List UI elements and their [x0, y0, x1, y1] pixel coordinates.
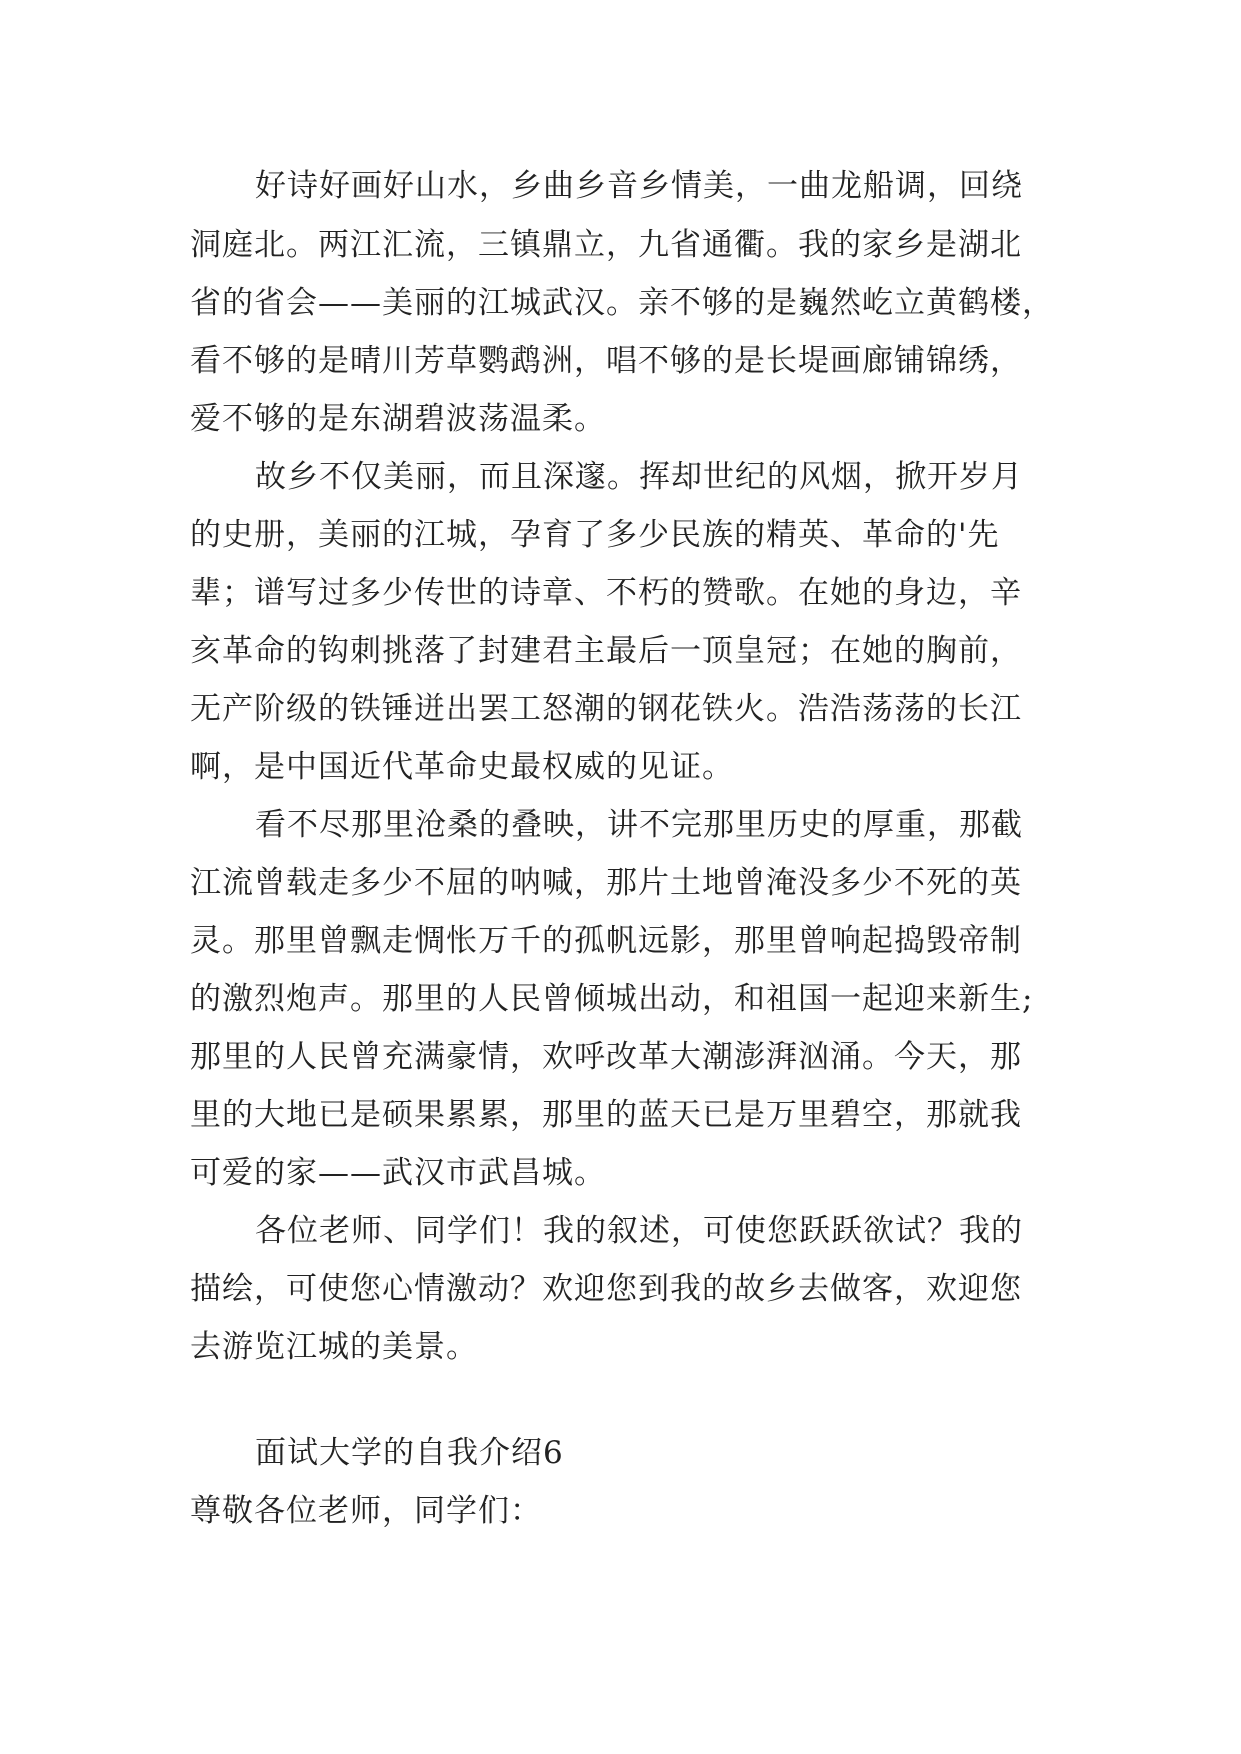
text-line: 去游览江城的美景。 [190, 1329, 478, 1365]
text-line: 看不尽那里沧桑的叠映，讲不完那里历史的厚重，那截 [255, 807, 1023, 843]
text-line: 里的大地已是硕果累累，那里的蓝天已是万里碧空，那就我 [190, 1097, 1022, 1133]
text-line: 亥革命的钩刺挑落了封建君主最后一顶皇冠；在她的胸前， [190, 633, 1022, 669]
text-line: 江流曾载走多少不屈的呐喊，那片土地曾淹没多少不死的英 [190, 865, 1022, 901]
text-line: 看不够的是晴川芳草鹦鹉洲，唱不够的是长堤画廊铺锦绣， [190, 343, 1022, 379]
text-line: 那里的人民曾充满豪情，欢呼改革大潮澎湃汹涌。今天，那 [190, 1039, 1022, 1075]
text-line: 的激烈炮声。那里的人民曾倾城出动，和祖国一起迎来新生; [190, 981, 1034, 1017]
text-line: 无产阶级的铁锤迸出罢工怒潮的钢花铁火。浩浩荡荡的长江 [190, 691, 1022, 727]
text-line: 的史册，美丽的江城，孕育了多少民族的精英、革命的'先 [190, 517, 1000, 553]
text-line: 辈；谱写过多少传世的诗章、不朽的赞歌。在她的身边，辛 [190, 575, 1022, 611]
salutation: 尊敬各位老师，同学们： [190, 1493, 542, 1529]
text-line: 各位老师、同学们！我的叙述，可使您跃跃欲试？我的 [255, 1213, 1023, 1249]
section-heading: 面试大学的自我介绍6 [255, 1435, 564, 1471]
text-line: 洞庭北。两江汇流，三镇鼎立，九省通衢。我的家乡是湖北 [190, 227, 1022, 263]
text-line: 好诗好画好山水，乡曲乡音乡情美，一曲龙船调，回绕 [255, 168, 1023, 204]
text-line: 可爱的家——武汉市武昌城。 [190, 1155, 606, 1191]
text-line: 省的省会——美丽的江城武汉。亲不够的是巍然屹立黄鹤楼， [190, 285, 1054, 321]
text-line: 灵。那里曾飘走惆怅万千的孤帆远影，那里曾响起捣毁帝制 [190, 923, 1022, 959]
text-line: 啊，是中国近代革命史最权威的见证。 [190, 749, 734, 785]
text-line: 描绘，可使您心情激动？欢迎您到我的故乡去做客，欢迎您 [190, 1271, 1022, 1307]
text-line: 故乡不仅美丽，而且深邃。挥却世纪的风烟，掀开岁月 [255, 459, 1023, 495]
text-line: 爱不够的是东湖碧波荡温柔。 [190, 401, 606, 437]
